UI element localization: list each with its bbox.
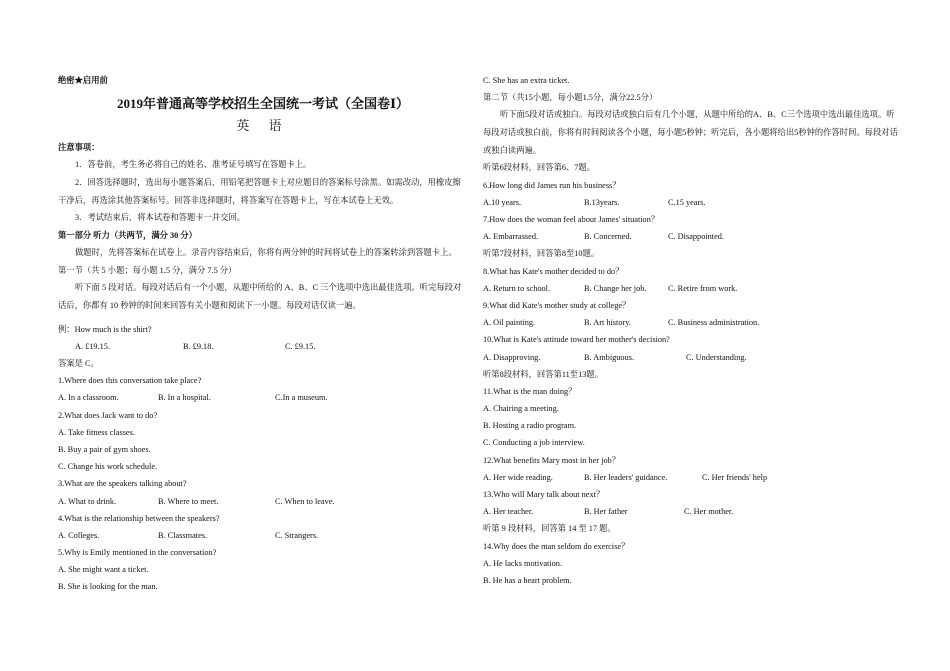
option: C. Her mother.: [684, 507, 734, 517]
material-instruction: 听第8段材料，回答第11至13题。: [483, 369, 603, 379]
section1-description: 听下面 5 段对话。每段对话后有一个小题，从题中所给的 A、B、C 三个选项中选出最佳选项。听完每段对话后，你都有 10 秒钟的时间来回答有关小题和阅读下一小题。每段对话仅读一遍。: [58, 283, 462, 310]
option: C. Her friends' help: [702, 472, 768, 482]
section2-heading: 第二节（共15小题，每小题1.5分，满分22.5分）: [483, 93, 658, 103]
example-answer: 答案是 C。: [58, 359, 99, 369]
option: C. Business administration.: [668, 318, 760, 328]
question-3-options: [58, 493, 468, 510]
material-instruction: 听第 9 段材料，回答第 14 至 17 题。: [483, 524, 616, 534]
part1-description: 做题时，先将答案标在试卷上。录音内容结束后，你将有两分钟的时间将试卷上的答案转涂到答题卡上。: [75, 248, 457, 258]
question-13: 13.Who will Mary talk about next？: [483, 490, 605, 500]
subject-title: 英 语: [236, 118, 290, 134]
question-4: 4.What is the relationship between the speakers?: [58, 513, 220, 523]
notice-item-3: 3．考试结束后，将本试卷和答题卡一并交回。: [75, 213, 246, 223]
question-11: 11.What is the man doing？: [483, 386, 577, 396]
option: B. Art history.: [584, 318, 631, 328]
option: A.10 years.: [483, 197, 522, 207]
option: C. Conducting a job interview.: [483, 438, 585, 448]
section2-description: 听下面5段对话或独白。每段对话或独白后有几个小题，从题中所给的A、B、C三个选项中选出最佳选项。听每段对话或独白前，你将有时间阅读各个小题，每小题5秒钟；听完后，各小题将给出5秒钟的作答时间。每段对话或独白读两遍。: [483, 110, 898, 155]
option: C. Disappointed.: [668, 232, 724, 242]
material-instruction: 听第7段材料，回答第8至10题。: [483, 249, 600, 259]
option: A. Colleges.: [58, 530, 100, 540]
option: C. Retire from work.: [668, 283, 738, 293]
question-6: 6.How long did James run his business？: [483, 180, 621, 190]
option: C. £9.15.: [285, 341, 316, 351]
part1-heading: 第一部分 听力（共两节，满分 30 分）: [58, 231, 197, 241]
exam-title: 2019年普通高等学校招生全国统一考试（全国卷Ⅰ）: [116, 96, 410, 112]
option: A. In a classroom.: [58, 393, 119, 403]
option: B. Hosting a radio program.: [483, 421, 577, 431]
option: A. What to drink.: [58, 496, 117, 506]
notice-item-2: 2．回答选择题时，选出每小题答案后，用铅笔把答题卡上对应题目的答案标号涂黑。如需改动，用橡皮擦干净后，再选涂其他答案标号。回答非选择题时，将答案写在答题卡上，写在本试卷上无效。: [58, 178, 461, 205]
option: B. Classmates.: [158, 530, 208, 540]
option: B. Her leaders' guidance.: [584, 472, 668, 482]
option: A. Take fitness classes.: [58, 427, 135, 437]
option: B. Buy a pair of gym shoes.: [58, 444, 151, 454]
option: A. Disapproving.: [483, 352, 541, 362]
example-question: 例：How much is the shirt?: [58, 324, 152, 334]
question-9: 9.What did Kate's mother study at college？: [483, 300, 631, 310]
option: B. Her father: [584, 507, 628, 517]
material-instruction: 听第6段材料，回答第6、7题。: [483, 163, 596, 173]
option: B. Concerned.: [584, 232, 632, 242]
question-4-options: [58, 527, 468, 544]
question-1: 1.Where does this conversation take place?: [58, 376, 202, 386]
question-8-options: [483, 280, 898, 297]
option: C.In a museum.: [275, 393, 328, 403]
question-8: 8.What has Kate's mother decided to do？: [483, 266, 624, 276]
option: C. Strangers.: [275, 530, 319, 540]
option: A. Her wide reading.: [483, 472, 553, 482]
option: C.15 years.: [668, 197, 706, 207]
question-1-options: [58, 389, 468, 406]
option: C. She has an extra ticket.: [483, 76, 570, 85]
option: B. She is looking for the man.: [58, 582, 158, 592]
notice-heading: 注意事项：: [58, 143, 100, 153]
question-7: 7.How does the woman feel about James' situation？: [483, 215, 660, 225]
option: C. When to leave.: [275, 496, 335, 506]
section1-heading: 第一节（共 5 小题；每小题 1.5 分，满分 7.5 分）: [58, 266, 237, 276]
question-6-options: [483, 194, 898, 211]
option: B. £9.18.: [183, 341, 214, 351]
question-10-options: [483, 349, 898, 366]
left-column: [58, 72, 468, 596]
option: C. Change his work schedule.: [58, 462, 158, 472]
option: B. Where to meet.: [158, 496, 219, 506]
option: A. £19.15.: [75, 341, 111, 351]
option: A. Her teacher.: [483, 507, 534, 517]
option: B. Change her job.: [584, 283, 647, 293]
question-14: 14.Why does the man seldom do exercise？: [483, 541, 630, 551]
option: A. Embarrassed.: [483, 232, 539, 242]
option: B. Ambiguous.: [584, 352, 635, 362]
right-column: [483, 72, 898, 589]
option: B. In a hospital.: [158, 393, 211, 403]
option: A. Oil painting.: [483, 318, 536, 328]
option: B.13years.: [584, 197, 620, 207]
question-3: 3.What are the speakers talking about?: [58, 479, 187, 489]
question-13-options: [483, 503, 898, 520]
question-12-options: [483, 469, 898, 486]
notice-item-1: 1．答卷前，考生务必将自己的姓名、准考证号填写在答题卡上。: [75, 160, 312, 170]
option: A. Return to school.: [483, 283, 551, 293]
question-5: 5.Why is Emily mentioned in the conversation?: [58, 548, 217, 558]
question-2: 2.What does Jack want to do?: [58, 410, 158, 420]
question-7-options: [483, 228, 898, 245]
option: A. She might want a ticket.: [58, 565, 149, 575]
example-options: [58, 338, 468, 355]
option: A. Chairing a meeting.: [483, 404, 559, 414]
option: A. He lacks motivation.: [483, 558, 563, 568]
confidential-label: 绝密★启用前: [58, 76, 108, 85]
option: C. Understanding.: [686, 352, 747, 362]
question-10: 10.What is Kate's attitude toward her mother's decision?: [483, 335, 670, 345]
question-12: 12.What benefits Mary most in her job？: [483, 455, 621, 465]
option: B. He has a heart problem.: [483, 575, 572, 585]
question-9-options: [483, 314, 898, 331]
